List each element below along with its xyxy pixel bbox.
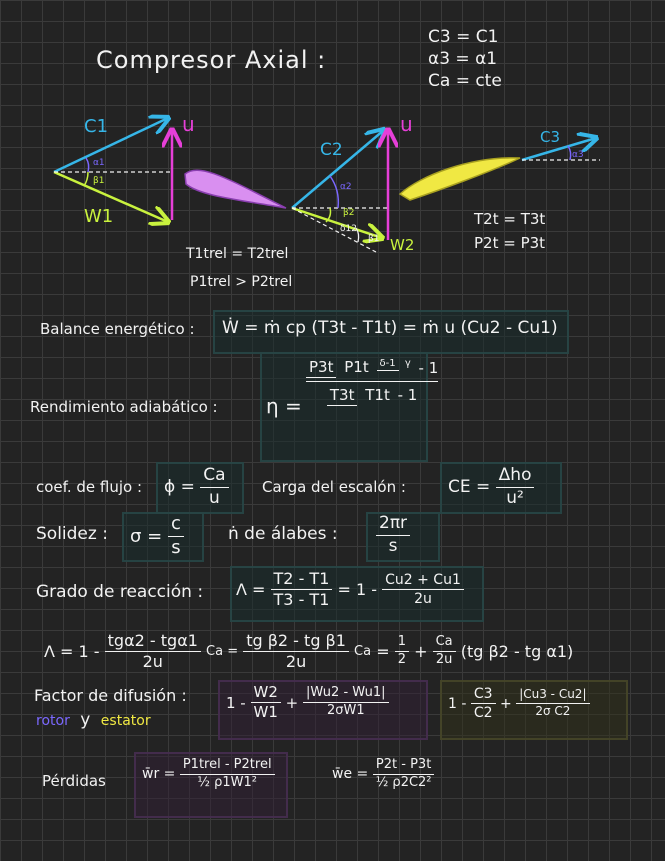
label-w2: W2 xyxy=(390,236,415,254)
label-beta2: β2 xyxy=(343,208,355,218)
losses-r-num: P1trel - P2trel xyxy=(180,758,275,775)
c1-vector xyxy=(54,118,168,172)
t3t: T3t xyxy=(327,386,358,406)
pressure-exponent xyxy=(377,358,414,370)
stage-fraction xyxy=(496,466,535,508)
minus-one-top: - 1 xyxy=(418,358,439,377)
alpha3-arc xyxy=(568,146,571,160)
label-u2: u xyxy=(400,112,413,136)
flow-label: coef. de flujo : xyxy=(36,478,143,496)
losses-stator-expression xyxy=(332,758,435,791)
reaction2-plus: + xyxy=(414,642,428,662)
relation-c3: C3 = C1 xyxy=(428,27,499,47)
rotor-blade xyxy=(185,170,286,208)
relation-t-stator: T2t = T3t xyxy=(474,210,546,228)
diffusion-y: y xyxy=(80,710,91,730)
reaction-fraction-cu xyxy=(382,572,464,607)
reaction-lhs: Λ = xyxy=(236,580,266,600)
solidity-num: c xyxy=(168,514,184,537)
diffusion-r-plus: + xyxy=(285,693,299,712)
solidity-den: s xyxy=(171,536,181,558)
stage-expression xyxy=(448,466,534,508)
reaction2-fraction-beta xyxy=(243,632,349,672)
reaction2-ca2: Ca xyxy=(354,644,372,660)
efficiency-fraction xyxy=(306,358,438,404)
reaction2-tail: (tg β2 - tg α1) xyxy=(460,642,574,662)
diffusion-stator-expression xyxy=(448,686,590,721)
p1t: P1t xyxy=(344,358,369,377)
flow-den: u xyxy=(209,487,220,508)
stage-num: Δho xyxy=(496,466,535,488)
solidity-lhs: σ = xyxy=(130,525,163,547)
losses-r-den: ½ ρ1W1² xyxy=(197,774,257,790)
reaction2-eq: = xyxy=(376,642,390,662)
blades-expression xyxy=(376,514,410,556)
diffusion-r-den1: W1 xyxy=(253,703,278,722)
reaction2-fraction-alpha xyxy=(105,632,201,672)
t1t: T1t xyxy=(365,386,390,404)
reaction2-ca1: Ca = xyxy=(206,644,239,660)
losses-e-frac xyxy=(373,758,435,791)
diffusion-r-den2: 2σW1 xyxy=(326,703,365,719)
diffusion-s-num2: |Cu3 - Cu2| xyxy=(516,688,589,704)
flow-expression xyxy=(164,466,229,508)
diffusion-s-frac1 xyxy=(471,686,496,721)
blades-fraction xyxy=(376,514,410,556)
page-title: Compresor Axial : xyxy=(96,46,327,74)
diffusion-s-plus: + xyxy=(500,695,512,712)
losses-e-num: P2t - P3t xyxy=(373,758,434,775)
reaction2-half-num: 1 xyxy=(395,635,409,652)
alpha1-arc xyxy=(86,158,89,172)
stage-label: Carga del escalón : xyxy=(262,478,406,496)
pressure-ratio xyxy=(306,358,372,376)
reaction2-num1: tgα2 - tgα1 xyxy=(105,632,201,652)
diffusion-s-one: 1 - xyxy=(448,695,467,712)
label-w1: W1 xyxy=(84,206,114,227)
reaction2-lhs: Λ = 1 - xyxy=(44,642,100,662)
diffusion-r-frac2 xyxy=(303,686,389,719)
flow-fraction xyxy=(200,466,228,508)
diffusion-estator: estator xyxy=(100,713,151,729)
exp-num: δ-1 xyxy=(377,358,399,371)
diffusion-s-frac2 xyxy=(516,688,589,719)
reaction2-ca-den: 2u xyxy=(435,652,453,668)
relation-p-rel: P1trel > P2trel xyxy=(190,274,293,290)
reaction-fraction-temperature xyxy=(271,570,333,610)
losses-e-den: ½ ρ2C2² xyxy=(375,774,432,790)
label-alpha2: α2 xyxy=(340,182,352,192)
reaction2-den2: 2u xyxy=(285,652,307,672)
label-beta1-second: β1 xyxy=(368,234,380,244)
reaction-expression xyxy=(236,570,464,610)
relations-block xyxy=(428,26,502,92)
label-alpha3: α3 xyxy=(572,150,584,160)
reaction2-num2: tg β2 - tg β1 xyxy=(243,632,349,652)
diffusion-r-num2: |Wu2 - Wu1| xyxy=(303,686,389,703)
losses-r-frac xyxy=(180,758,275,791)
losses-e-lhs: w̄e = xyxy=(332,766,369,783)
diffusion-r-num1: W2 xyxy=(251,684,281,703)
temperature-ratio xyxy=(327,386,393,404)
diffusion-rotor: rotor xyxy=(36,713,70,729)
balance-expression: Ẇ = ṁ cp (T3t - T1t) = ṁ u (Cu2 - Cu1) xyxy=(222,318,558,338)
stage-lhs: CE = xyxy=(448,477,491,498)
reaction2-ca-fraction xyxy=(433,635,456,668)
relation-p-stator: P2t = P3t xyxy=(474,234,546,252)
efficiency-label: Rendimiento adiabático : xyxy=(30,398,218,416)
relation-alpha3: α3 = α1 xyxy=(428,49,498,69)
flow-num: Ca xyxy=(200,466,228,488)
losses-label: Pérdidas xyxy=(42,772,106,790)
relation-ca: Ca = cte xyxy=(428,71,502,91)
reaction-den2: 2u xyxy=(414,591,432,608)
reaction-mid: = 1 - xyxy=(337,580,378,600)
label-c1: C1 xyxy=(84,116,109,137)
balance-label: Balance energético : xyxy=(40,320,195,338)
reaction2-half xyxy=(395,635,409,668)
efficiency-eta: η = xyxy=(266,394,302,418)
diffusion-r-frac1 xyxy=(251,684,281,722)
reaction-label: Grado de reacción : xyxy=(36,582,204,602)
diffusion-s-num1: C3 xyxy=(471,686,496,704)
blades-den: s xyxy=(388,535,398,556)
w1-projection xyxy=(292,208,376,252)
blades-label: ṅ de álabes : xyxy=(228,524,338,544)
losses-r-lhs: w̄r = xyxy=(142,766,176,783)
label-c3: C3 xyxy=(540,128,561,146)
label-beta1: β1 xyxy=(93,176,105,186)
losses-rotor-expression xyxy=(142,758,275,791)
stage-den: u² xyxy=(506,487,524,508)
beta1-arc xyxy=(84,172,88,186)
reaction-num2: Cu2 + Cu1 xyxy=(382,572,464,590)
blades-num: 2πr xyxy=(376,514,410,536)
relation-t-rel: T1trel = T2trel xyxy=(186,246,289,262)
diffusion-s-den2: 2σ C2 xyxy=(535,704,571,719)
solidity-fraction xyxy=(168,514,184,558)
label-delta12: δ12 xyxy=(340,224,357,234)
reaction2-ca-num: Ca xyxy=(433,635,456,652)
stator-blade xyxy=(400,158,520,200)
diffusion-sublabel xyxy=(36,710,151,730)
reaction-angles-expression xyxy=(44,632,573,672)
reaction2-den1: 2u xyxy=(142,652,163,672)
flow-lhs: ϕ = xyxy=(164,477,195,498)
exp-den: γ xyxy=(404,358,411,369)
reaction2-half-den: 2 xyxy=(397,652,406,668)
reaction-num: T2 - T1 xyxy=(271,570,333,590)
minus-one-bottom: - 1 xyxy=(397,386,418,405)
p3t: P3t xyxy=(306,358,336,378)
solidity-label: Solidez : xyxy=(36,524,108,544)
diffusion-rotor-expression xyxy=(226,684,389,722)
diffusion-s-den1: C2 xyxy=(473,705,493,722)
solidity-expression xyxy=(130,514,184,558)
label-u1: u xyxy=(182,112,195,136)
diffusion-label: Factor de difusión : xyxy=(34,686,187,705)
reaction-den: T3 - T1 xyxy=(273,590,330,610)
label-alpha1: α1 xyxy=(93,158,105,168)
diffusion-r-one: 1 - xyxy=(226,693,246,712)
label-c2: C2 xyxy=(320,140,343,160)
alpha2-arc xyxy=(330,176,338,208)
